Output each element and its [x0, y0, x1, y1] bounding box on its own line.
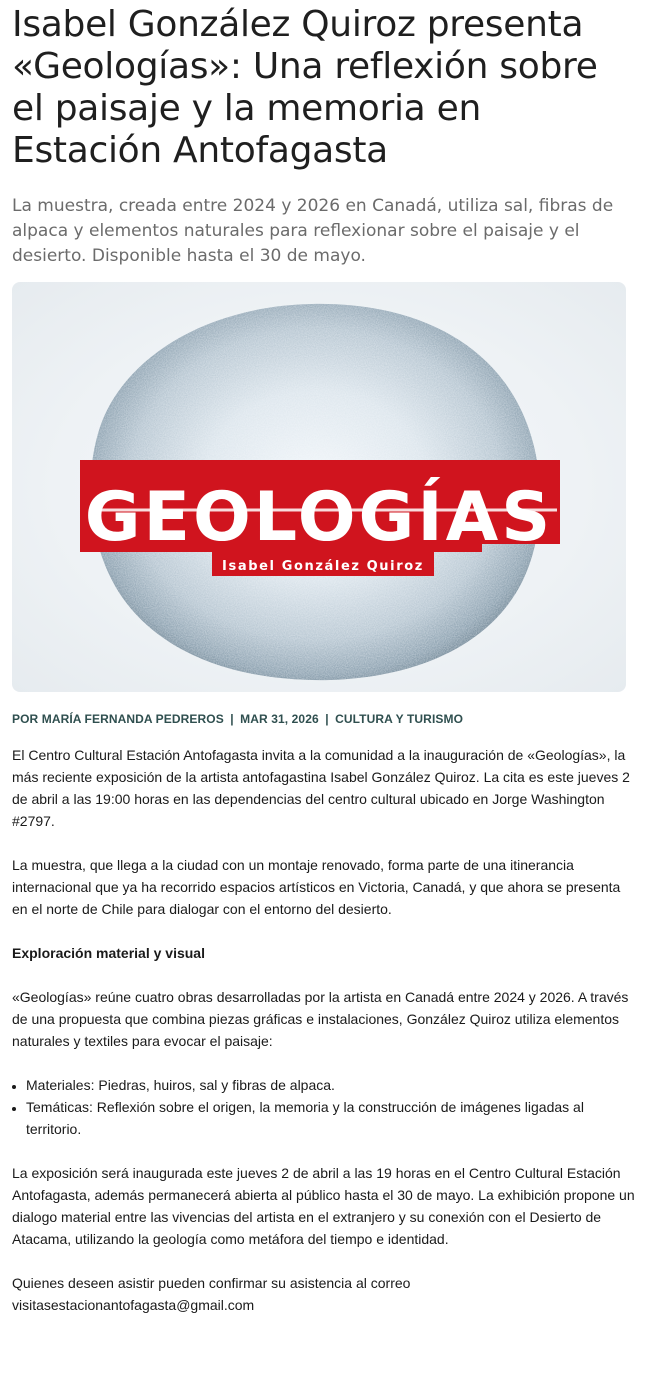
publish-date: MAR 31, 2026 [240, 712, 319, 726]
hero-word: GEOLOGÍAS [84, 478, 554, 557]
contact-text: Quienes deseen asistir pueden confirmar su asistencia al correo [12, 1275, 411, 1291]
paragraph: La exposición será inaugurada este jueves 2 de abril a las 19 horas en el Centro Cultural Estación Antofagasta, además permanecerá abierta al público hasta el 30 de mayo. La exhibición propone un dialogo material entre las vivencias del artista en el extranjero y su conexión con el Desierto de Atacama, utilizando la geología como metáfora del tiempo e identidad. [12, 1165, 635, 1247]
category-link[interactable]: CULTURA Y TURISMO [335, 712, 464, 726]
list-item: • Temáticas: Reflexión sobre el origen, la memoria y la construcción de imágenes ligadas al territorio. [26, 1096, 638, 1140]
contact-paragraph [12, 1272, 638, 1316]
paragraph: El Centro Cultural Estación Antofagasta invita a la comunidad a la inauguración de «Geologías», la más reciente exposición de la artista antofagastina Isabel González Quiroz. La cita es este jueves 2 de abril a las 19:00 horas en las dependencias del centro cultural ubicado en Jorge Washington #2797. [12, 747, 630, 829]
author-link[interactable]: POR MARÍA FERNANDA PEDREROS [12, 712, 224, 726]
hero-image [12, 282, 626, 692]
list-item: • Materiales: Piedras, huiros, sal y fibras de alpaca. [26, 1074, 638, 1096]
article-body [12, 744, 638, 1316]
article-meta [12, 712, 638, 726]
article-subtitle: La muestra, creada entre 2024 y 2026 en Canadá, utiliza sal, fibras de alpaca y elementos naturales para reflexionar sobre el paisaje y el desierto. Disponible hasta el 30 de mayo. [12, 196, 614, 266]
paragraph: La muestra, que llega a la ciudad con un montaje renovado, forma parte de una itinerancia internacional que ya ha recorrido espacios artísticos en Victoria, Canadá, y que ahora se presenta en el norte de Chile para dialogar con el entorno del desierto. [12, 857, 621, 917]
article-title: Isabel González Quiroz presenta «Geologías»: Una reflexión sobre el paisaje y la memoria en Estación Antofagasta [12, 4, 598, 171]
section-heading: Exploración material y visual [12, 945, 205, 961]
bullet-list [12, 1074, 638, 1140]
hero-artist: Isabel González Quiroz [222, 559, 424, 574]
meta-separator: | [325, 712, 329, 726]
contact-email[interactable]: visitasestacionantofagasta@gmail.com [12, 1297, 255, 1313]
hero-artwork [12, 282, 626, 692]
paragraph: «Geologías» reúne cuatro obras desarrolladas por la artista en Canadá entre 2024 y 2026. A través de una propuesta que combina piezas gráficas e instalaciones, González Quiroz utiliza elementos naturales y textiles para evocar el paisaje: [12, 989, 629, 1049]
meta-separator: | [230, 712, 234, 726]
